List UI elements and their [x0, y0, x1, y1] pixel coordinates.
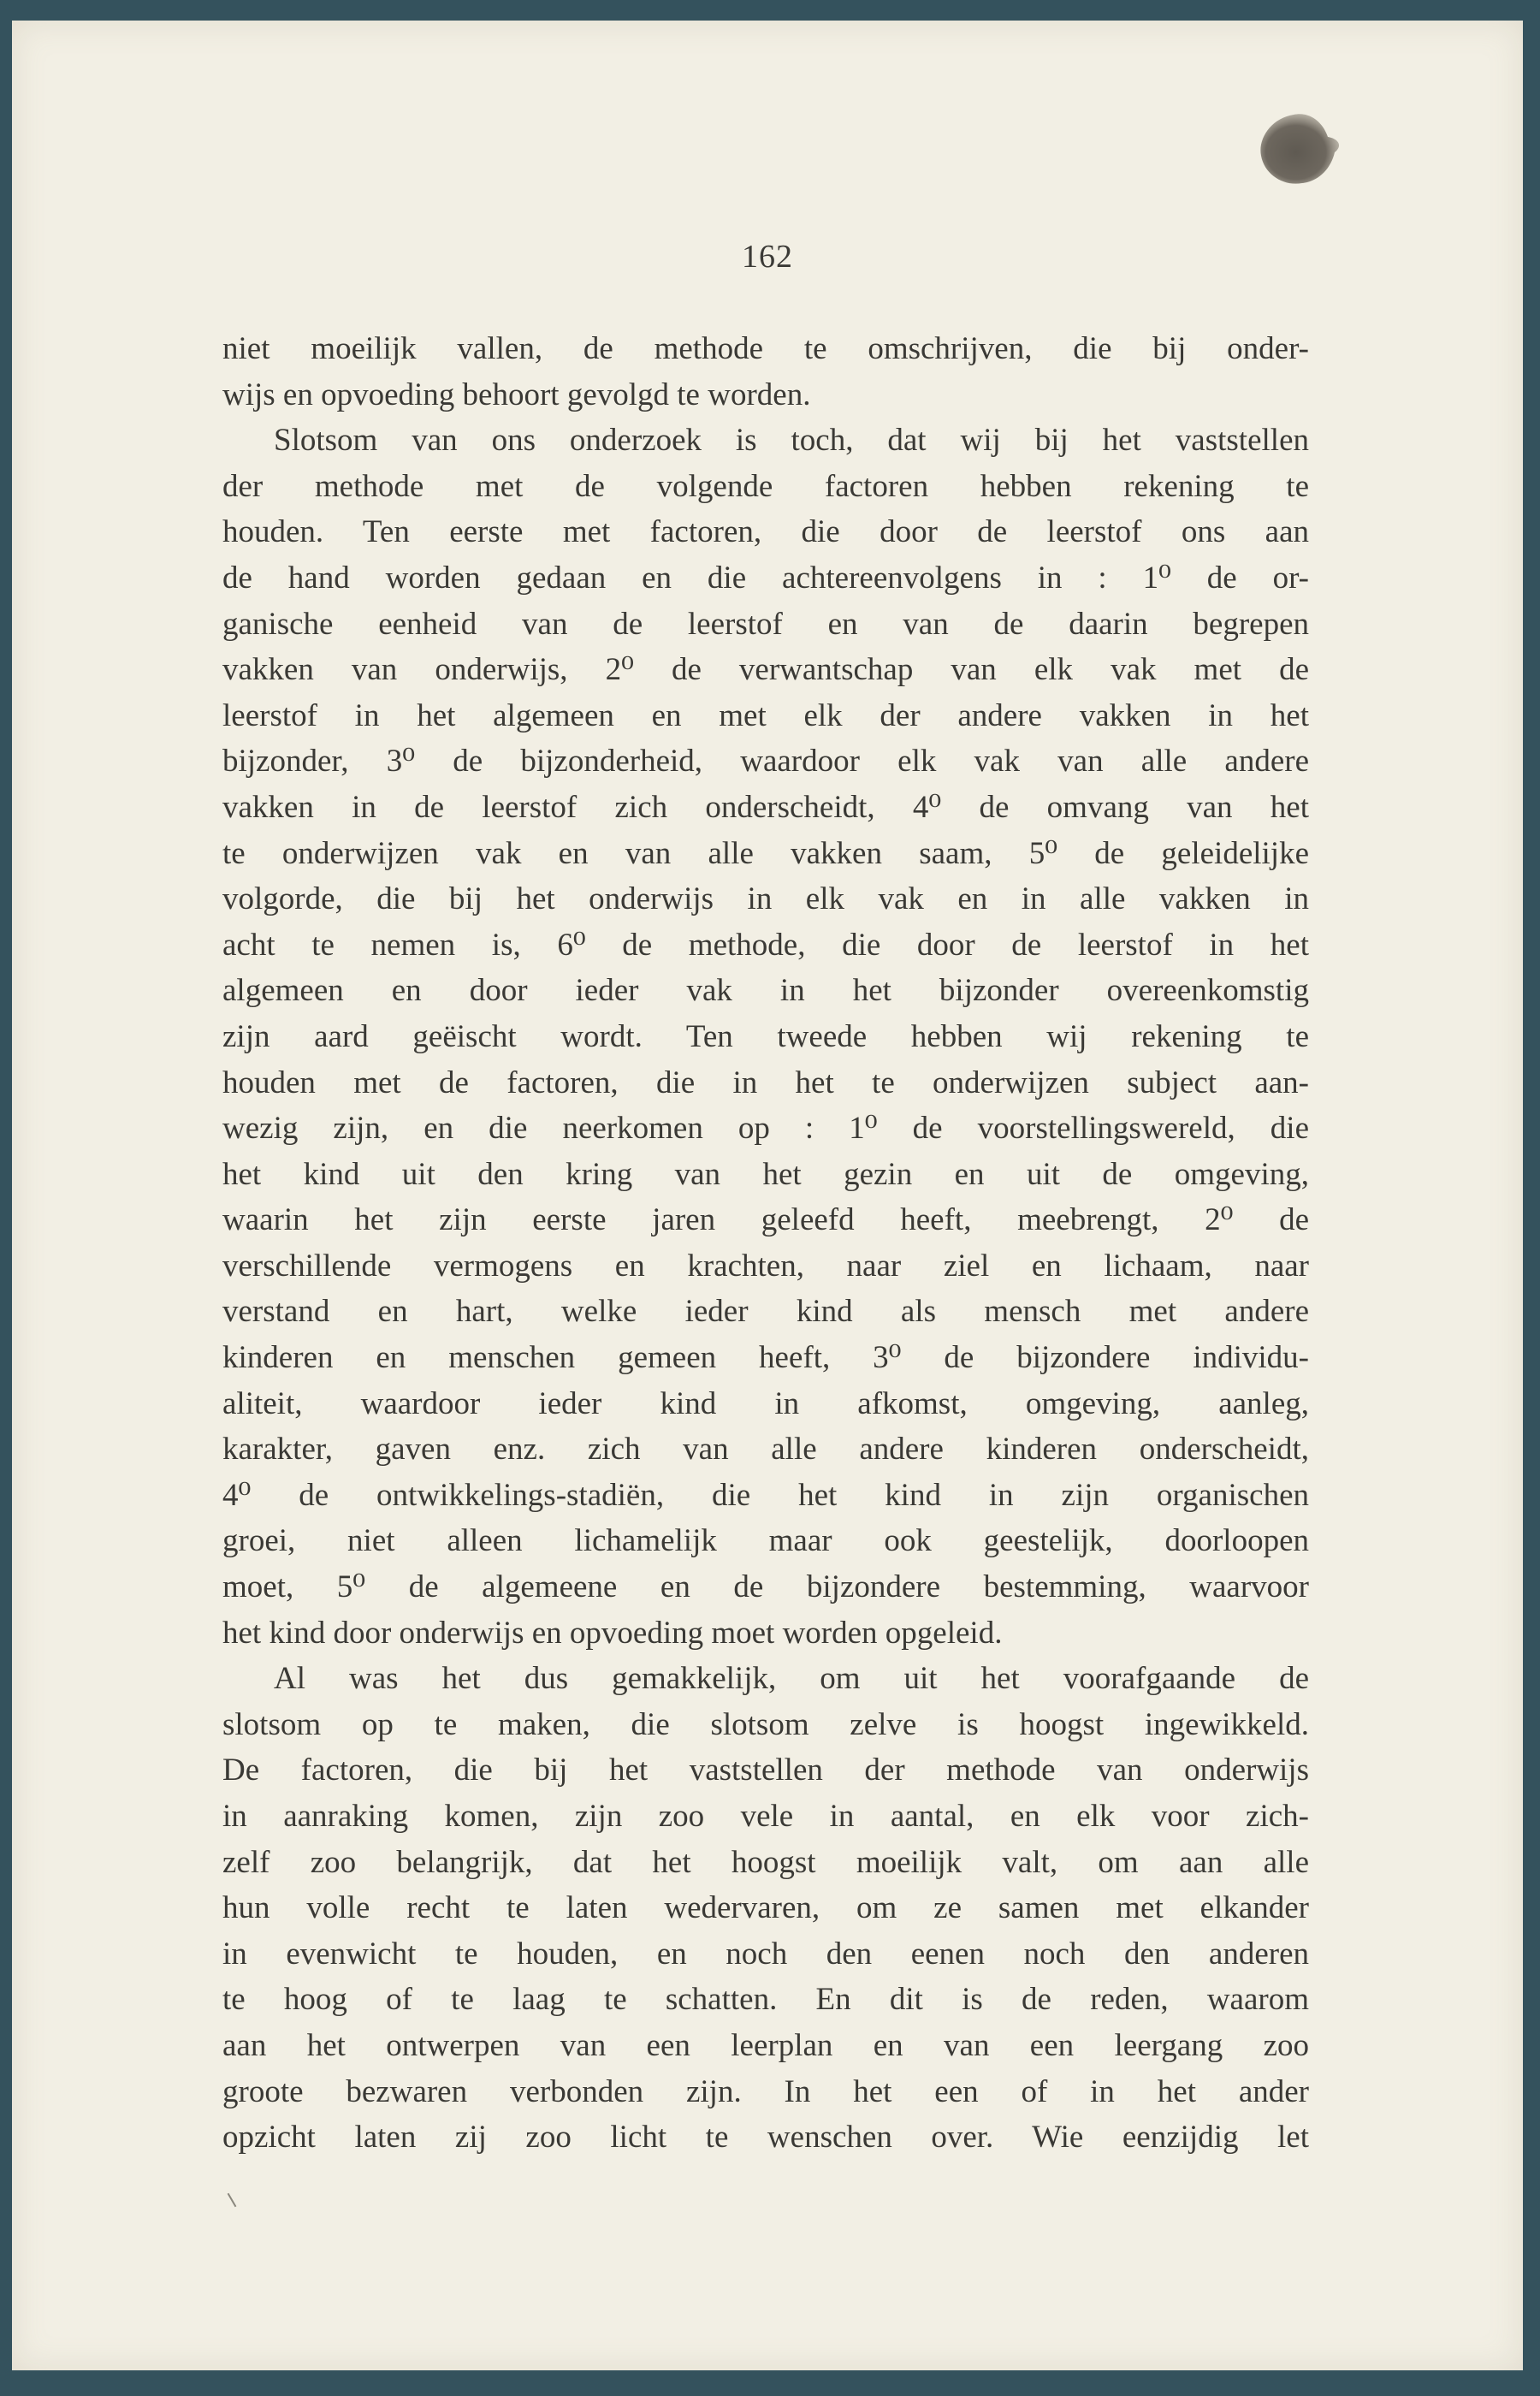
text-line: algemeen en door ieder vak in het bijzonder overeenkomstig	[222, 973, 1309, 1009]
text-line: zijn aard geëischt wordt. Ten tweede hebben wij rekening te	[222, 1018, 1309, 1054]
text-line: wezig zijn, en die neerkomen op : 1⁰ de voorstellingswereld, die	[222, 1111, 1309, 1147]
text-line: De factoren, die bij het vaststellen der methode van onderwijs	[222, 1753, 1309, 1788]
text-line: aliteit, waardoor ieder kind in afkomst, omgeving, aanleg,	[222, 1385, 1309, 1421]
text-line: hun volle recht te laten wedervaren, om ze samen met elkander	[222, 1890, 1309, 1926]
text-line: vakken in de leerstof zich onderscheidt, 4⁰ de omvang van het	[222, 789, 1309, 825]
text-line: slotsom op te maken, die slotsom zelve is hoogst ingewikkeld.	[222, 1706, 1309, 1742]
text-line: Al was het dus gemakkelijk, om uit het voorafgaande de	[274, 1661, 1309, 1697]
text-line: in aanraking komen, zijn zoo vele in aantal, en elk voor zich-	[222, 1799, 1309, 1834]
text-line: leerstof in het algemeen en met elk der andere vakken in het	[222, 697, 1309, 733]
page-number: 162	[742, 239, 793, 275]
margin-mark	[228, 2193, 237, 2208]
text-line: het kind uit den kring van het gezin en uit de omgeving,	[222, 1156, 1309, 1192]
text-line: aan het ontwerpen van een leerplan en van een leergang zoo	[222, 2027, 1309, 2063]
text-line: der methode met de volgende factoren hebben rekening te	[222, 468, 1309, 504]
text-line: te onderwijzen vak en van alle vakken saam, 5⁰ de geleidelijke	[222, 835, 1309, 871]
book-page	[12, 21, 1523, 2370]
text-line: houden. Ten eerste met factoren, die door de leerstof ons aan	[222, 514, 1309, 550]
text-line: kinderen en menschen gemeen heeft, 3⁰ de bijzondere individu-	[222, 1340, 1309, 1376]
text-line: verschillende vermogens en krachten, naar ziel en lichaam, naar	[222, 1248, 1309, 1284]
text-line: wijs en opvoeding behoort gevolgd te worden.	[222, 377, 811, 412]
text-line: bijzonder, 3⁰ de bijzonderheid, waardoor elk vak van alle andere	[222, 744, 1309, 780]
text-line: groote bezwaren verbonden zijn. In het een of in het ander	[222, 2073, 1309, 2109]
text-line: niet moeilijk vallen, de methode te omschrijven, die bij onder-	[222, 331, 1309, 366]
text-line: volgorde, die bij het onderwijs in elk vak en in alle vakken in	[222, 881, 1309, 917]
text-line: het kind door onderwijs en opvoeding moet worden opgeleid.	[222, 1615, 1003, 1651]
text-line: zelf zoo belangrijk, dat het hoogst moeilijk valt, om aan alle	[222, 1844, 1309, 1880]
text-line: verstand en hart, welke ieder kind als mensch met andere	[222, 1294, 1309, 1330]
text-line: de hand worden gedaan en die achtereenvolgens in : 1⁰ de or-	[222, 560, 1309, 596]
body-text	[222, 326, 1309, 2161]
text-line: ganische eenheid van de leerstof en van de daarin begrepen	[222, 606, 1309, 642]
text-line: 4⁰ de ontwikkelings-stadiën, die het kind in zijn organischen	[222, 1477, 1309, 1513]
text-line: houden met de factoren, die in het te onderwijzen subject aan-	[222, 1065, 1309, 1100]
ink-stain-mark	[1249, 103, 1343, 197]
text-line: waarin het zijn eerste jaren geleefd heeft, meebrengt, 2⁰ de	[222, 1202, 1309, 1238]
text-line: groei, niet alleen lichamelijk maar ook geestelijk, doorloopen	[222, 1523, 1309, 1559]
text-line: moet, 5⁰ de algemeene en de bijzondere bestemming, waarvoor	[222, 1569, 1309, 1605]
text-line: in evenwicht te houden, en noch den eenen noch den anderen	[222, 1936, 1309, 1972]
text-line: acht te nemen is, 6⁰ de methode, die door de leerstof in het	[222, 927, 1309, 963]
text-line: vakken van onderwijs, 2⁰ de verwantschap van elk vak met de	[222, 652, 1309, 688]
text-line: opzicht laten zij zoo licht te wenschen over. Wie eenzijdig let	[222, 2120, 1309, 2156]
text-line: karakter, gaven enz. zich van alle andere kinderen onderscheidt,	[222, 1432, 1309, 1468]
text-line: Slotsom van ons onderzoek is toch, dat wij bij het vaststellen	[274, 423, 1309, 459]
text-line: te hoog of te laag te schatten. En dit is de reden, waarom	[222, 1982, 1309, 2018]
